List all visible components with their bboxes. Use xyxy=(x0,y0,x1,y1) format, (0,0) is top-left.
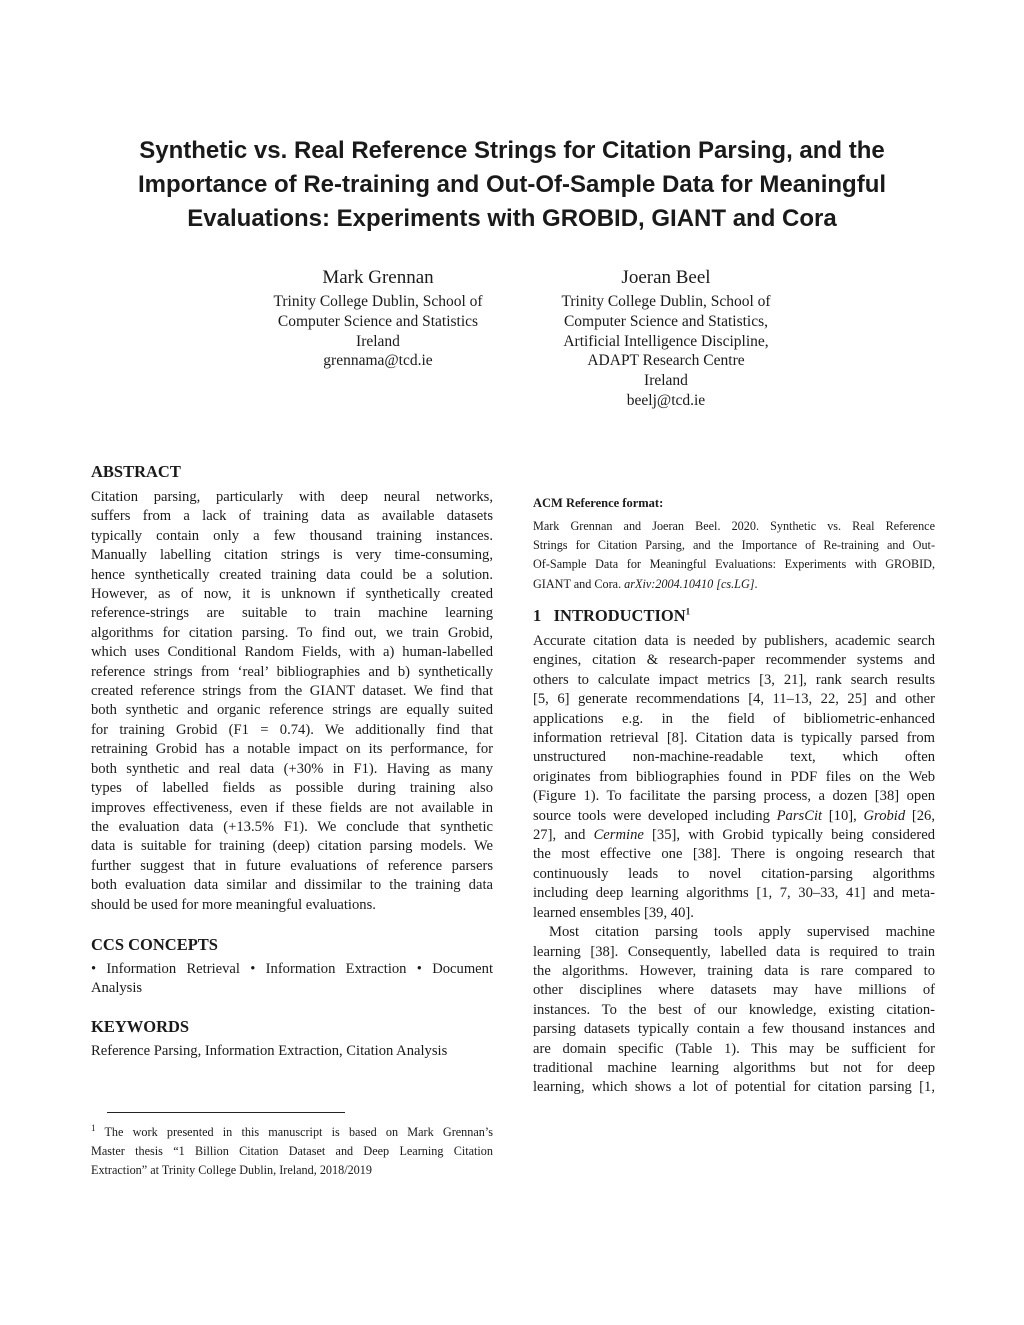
text-line: learned ensembles [39, 40]. xyxy=(533,904,694,921)
author-affiliation: Computer Science and Statistics, xyxy=(563,312,769,330)
parscit-name: ParsCit xyxy=(776,807,823,824)
text-line: applications e.g. in the field of bibliometric-enhanced xyxy=(533,710,935,727)
text-line: Most citation parsing tools apply supervised machine xyxy=(549,924,935,941)
acm-line: Strings for Citation Parsing, and the Importance of Re-training and Out- xyxy=(533,538,935,553)
title-line: Synthetic vs. Real Reference Strings for Citation Parsing, and the xyxy=(139,137,885,164)
text-line: improves effectiveness, even if these fields are not available in xyxy=(91,799,493,816)
acm-line: Mark Grennan and Joeran Beel. 2020. Synthetic vs. Real Reference xyxy=(533,519,935,533)
author-affiliation: Trinity College Dublin, School of xyxy=(561,293,771,310)
author-block-grennan xyxy=(228,264,528,371)
text-line: retraining Grobid has a notable impact on its performance, for xyxy=(91,741,493,758)
text-line: learning, which shows a lot of potential for citation parsing [1, xyxy=(533,1079,935,1096)
author-affiliation: Computer Science and Statistics xyxy=(277,312,479,330)
text-line: the most effective one [38]. There is ongoing research that xyxy=(533,846,935,863)
introduction-heading xyxy=(533,605,935,627)
text-line: traditional machine learning algorithms but not for deep xyxy=(533,1059,935,1076)
introduction-body xyxy=(533,632,935,1098)
text-line: information retrieval [8]. Citation data is typically parsed from xyxy=(533,730,935,747)
text-line: are domain specific (Table 1). This may be sufficient for xyxy=(533,1040,935,1057)
footnote-text: Extraction” at Trinity College Dublin, Ireland, 2018/2019 xyxy=(91,1163,372,1177)
text-line: both synthetic and organic reference strings are equally suited xyxy=(91,702,493,719)
acm-reference-text xyxy=(533,517,935,594)
paper-title xyxy=(100,134,924,236)
author-affiliation: ADAPT Research Centre xyxy=(587,352,745,370)
footnote-rule xyxy=(107,1112,345,1113)
author-affiliation: Trinity College Dublin, School of xyxy=(273,293,483,310)
author-affiliation: Artificial Intelligence Discipline, xyxy=(563,332,769,350)
text-line: others to calculate impact metrics [3, 21], rank search results xyxy=(533,671,935,688)
text-line: for training Grobid (F1 = 0.74). We additionally find that xyxy=(91,721,493,738)
introduction-heading-text: 1 INTRODUCTION xyxy=(533,606,686,625)
introduction-section xyxy=(533,605,935,1098)
title-line: Evaluations: Experiments with GROBID, GIANT and Cora xyxy=(187,205,837,232)
keywords-section xyxy=(91,1016,493,1061)
keywords-heading: KEYWORDS xyxy=(91,1017,190,1036)
footnote-mark: 1 xyxy=(91,1122,96,1133)
text-line: [5, 6] generate recommendations [4, 11–13, 22, 25] and other xyxy=(533,691,935,708)
text-line: which uses Conditional Random Fields, with a) human-labelled xyxy=(91,644,493,661)
text-line: other disciplines where datasets may have millions of xyxy=(533,982,935,999)
text-line: algorithms for citation parsing. To find out, we train Grobid, xyxy=(91,624,493,641)
keywords-text: Reference Parsing, Information Extraction, Citation Analysis xyxy=(91,1043,448,1059)
text-line: both evaluation data similar and dissimilar to the training data xyxy=(91,877,493,894)
abstract-section xyxy=(91,461,493,915)
acm-line-end: . xyxy=(754,576,758,591)
text-line: should be used for more meaningful evaluations. xyxy=(91,896,376,913)
intro-line: source tools were developed including ParsCit [10], Grobid [26, xyxy=(533,807,935,824)
acm-reference-section xyxy=(533,494,935,594)
arxiv-id: arXiv:2004.10410 [cs.LG] xyxy=(624,576,755,591)
author-block-beel xyxy=(516,264,816,411)
ccs-section xyxy=(91,934,493,999)
ccs-heading: CCS CONCEPTS xyxy=(91,935,218,954)
intro-line: 27], and Cermine [35], with Grobid typically being considered xyxy=(533,827,935,844)
text-line: typically contain only a few thousand training instances. xyxy=(91,527,493,544)
text-line: suffers from a lack of training data as available datasets xyxy=(91,508,493,525)
ccs-text: • Information Retrieval • Information Extraction • Document xyxy=(91,961,493,977)
abstract-body xyxy=(91,488,493,915)
text-line: created reference strings from the GIANT dataset. We find that xyxy=(91,683,493,700)
acm-line: GIANT and Cora. xyxy=(533,576,625,591)
text-line: instances. To the best of our knowledge, existing citation- xyxy=(533,1001,935,1018)
author-country: Ireland xyxy=(644,372,688,390)
text-line: reference strings from ‘real’ bibliographies and b) synthetically xyxy=(91,663,493,680)
text-line: However, as of now, it is unknown if synthetically created xyxy=(91,586,493,603)
text-line: Manually labelling citation strings is very time-consuming, xyxy=(91,547,493,564)
footnote-text: The work presented in this manuscript is based on Mark Grennan’s xyxy=(95,1125,493,1139)
author-country: Ireland xyxy=(356,332,400,350)
text-line: hence synthetically created training data could be a solution. xyxy=(91,566,493,583)
footnote xyxy=(91,1123,493,1180)
cermine-name: Cermine xyxy=(593,827,644,844)
text-line: the evaluation data (+13.5% F1). We conclude that synthetic xyxy=(91,818,493,835)
text-line: data is suitable for training (deep) citation parsing models. We xyxy=(91,838,493,855)
text-line: learning [38]. Consequently, labelled data is required to train xyxy=(533,943,935,960)
text-line: including deep learning algorithms [1, 7, 30–33, 41] and meta- xyxy=(533,885,935,902)
text-line: both synthetic and real data (+30% in F1). Having as many xyxy=(91,760,493,777)
text-line: types of labelled fields as possible during training also xyxy=(91,780,493,797)
text-line: Accurate citation data is needed by publishers, academic search xyxy=(533,633,935,649)
text-line: further suggest that in future evaluations of reference parsers xyxy=(91,857,493,874)
text-line: engines, citation & research-paper recommender systems and xyxy=(533,652,935,669)
grobid-name: Grobid xyxy=(863,807,906,824)
acm-line: Of-Sample Data for Meaningful Evaluations: Experiments with GROBID, xyxy=(533,557,935,572)
author-email: grennama@tcd.ie xyxy=(323,352,433,370)
text-line: originates from bibliographies found in PDF files on the Web xyxy=(533,768,935,785)
footnote-text: Master thesis “1 Billion Citation Dataset and Deep Learning Citation xyxy=(91,1144,493,1158)
author-name: Joeran Beel xyxy=(621,267,711,288)
author-email: beelj@tcd.ie xyxy=(626,391,706,409)
abstract-heading: ABSTRACT xyxy=(91,462,181,481)
ccs-text: Analysis xyxy=(91,980,143,997)
text-line: Citation parsing, particularly with deep neural networks, xyxy=(91,489,493,505)
author-name: Mark Grennan xyxy=(322,267,434,288)
text-line: parsing datasets typically contain a few thousand instances and xyxy=(533,1021,935,1038)
text-line: reference-strings are suitable to train machine learning xyxy=(91,605,493,622)
text-line: the algorithms. However, training data is rare compared to xyxy=(533,962,935,979)
text-line: continuously leads to novel citation-parsing algorithms xyxy=(533,865,935,882)
title-line: Importance of Re-training and Out-Of-Sample Data for Meaningful xyxy=(137,171,887,198)
text-line: (Figure 1). To facilitate the parsing process, a dozen [38] open xyxy=(533,788,935,805)
acm-heading: ACM Reference format: xyxy=(533,496,664,510)
text-line: unstructured non-machine-readable text, which often xyxy=(533,749,935,766)
introduction-footnote-mark: 1 xyxy=(685,606,691,617)
